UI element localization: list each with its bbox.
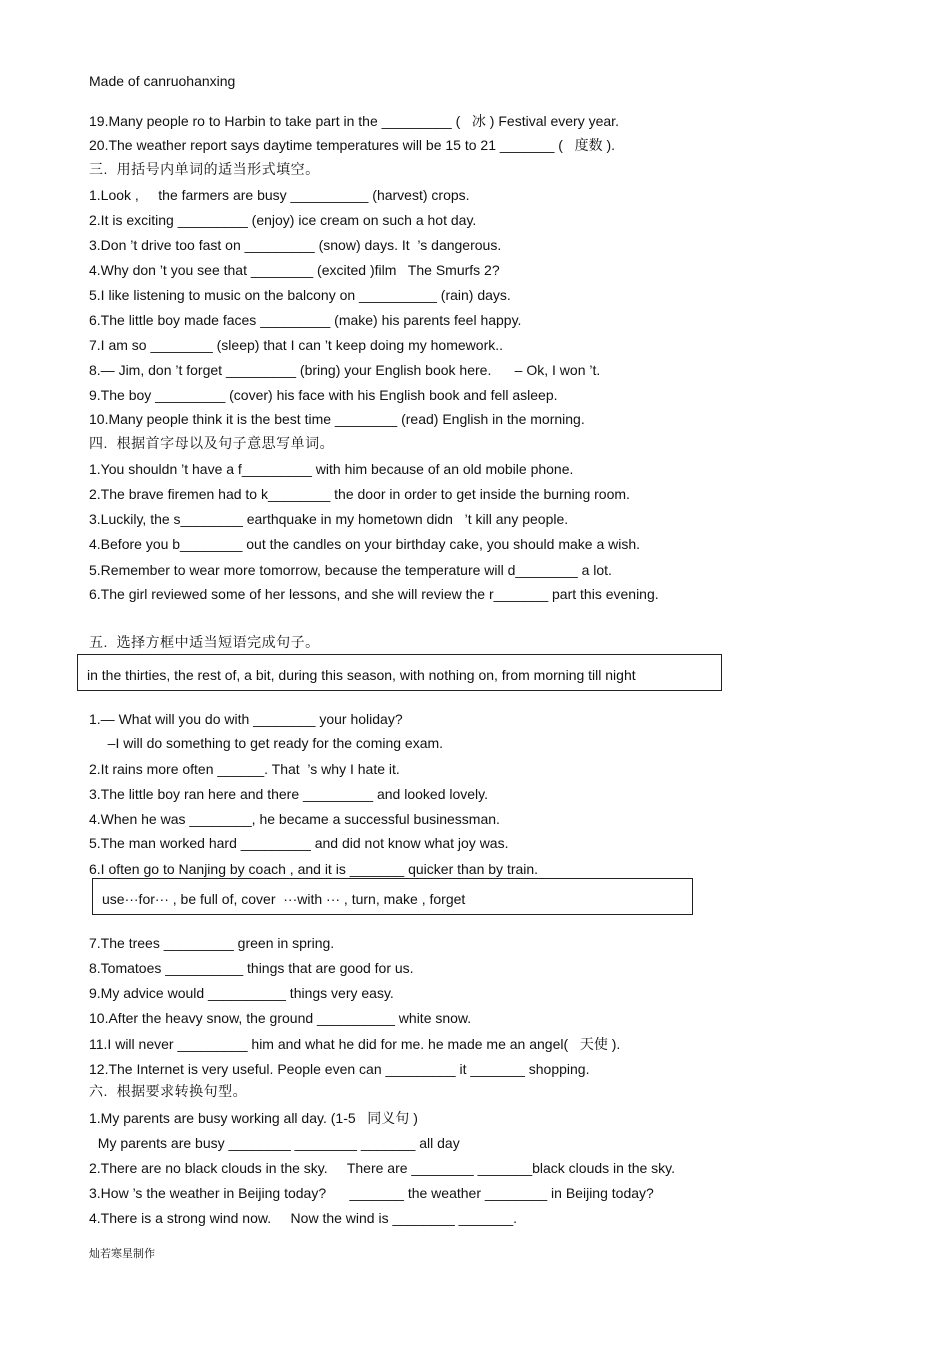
section-3-item: 5.I like listening to music on the balcony on __________ (rain) days. — [89, 287, 511, 303]
section-3-item: 10.Many people think it is the best time ________ (read) English in the morning. — [89, 411, 585, 427]
section-5-item: 7.The trees _________ green in spring. — [89, 935, 335, 951]
section-4-item: 5.Remember to wear more tomorrow, because the temperature will d________ a lot. — [89, 562, 612, 578]
phrase-box-2-text: use···for··· , be full of, cover ···with ··· , turn, make , forget — [102, 891, 466, 907]
page-footer: 灿若寒星制作 — [89, 1248, 155, 1260]
section-5-item: 9.My advice would __________ things very easy. — [89, 985, 394, 1001]
section-6-item: 1.My parents are busy working all day. (1-5 同义句 ) — [89, 1110, 418, 1126]
section-4-item: 3.Luckily, the s________ earthquake in my hometown didn ’t kill any people. — [89, 511, 569, 527]
section-5-item: 2.It rains more often ______. That ’s why I hate it. — [89, 761, 400, 777]
section-5-item: 5.The man worked hard _________ and did not know what joy was. — [89, 835, 509, 851]
section-6-item: 4.There is a strong wind now. Now the wind is ________ _______. — [89, 1210, 518, 1226]
section-5-item: 4.When he was ________, he became a successful businessman. — [89, 811, 500, 827]
section-4-heading: 四. 根据首字母以及句子意思写单词。 — [89, 435, 335, 451]
question-19: 19.Many people ro to Harbin to take part in the _________ ( 冰 ) Festival every year. — [89, 113, 619, 129]
section-3-item: 7.I am so ________ (sleep) that I can ’t keep doing my homework.. — [89, 337, 504, 353]
section-3-heading: 三. 用括号内单词的适当形式填空。 — [89, 161, 320, 177]
section-6-item: 2.There are no black clouds in the sky. There are ________ _______black clouds in the sky. — [89, 1160, 676, 1176]
section-5-item: 3.The little boy ran here and there _________ and looked lovely. — [89, 786, 489, 802]
page-header: Made of canruohanxing — [89, 73, 236, 89]
section-4-item: 6.The girl reviewed some of her lessons, and she will review the r_______ part this evening. — [89, 586, 659, 602]
section-3-item: 9.The boy _________ (cover) his face with his English book and fell asleep. — [89, 387, 558, 403]
section-5-heading: 五. 选择方框中适当短语完成句子。 — [89, 634, 320, 650]
section-5-item: 11.I will never _________ him and what he did for me. he made me an angel( 天使 ). — [89, 1036, 621, 1052]
phrase-box-2 — [92, 878, 693, 915]
section-5-item: 12.The Internet is very useful. People even can _________ it _______ shopping. — [89, 1061, 590, 1077]
section-3-item: 4.Why don ’t you see that ________ (excited )film The Smurfs 2? — [89, 262, 500, 278]
section-3-item: 8.— Jim, don ’t forget _________ (bring) your English book here. – Ok, I won ’t. — [89, 362, 601, 378]
section-5-item: 8.Tomatoes __________ things that are good for us. — [89, 960, 414, 976]
section-3-item: 3.Don ’t drive too fast on _________ (snow) days. It ’s dangerous. — [89, 237, 502, 253]
section-6-item: My parents are busy ________ ________ _______ all day — [90, 1135, 460, 1151]
section-4-item: 4.Before you b________ out the candles on your birthday cake, you should make a wish. — [89, 536, 641, 552]
section-6-item: 3.How ’s the weather in Beijing today? _______ the weather ________ in Beijing today? — [89, 1185, 654, 1201]
question-20: 20.The weather report says daytime temperatures will be 15 to 21 _______ ( 度数 ). — [89, 137, 616, 153]
section-3-item: 1.Look , the farmers are busy __________ (harvest) crops. — [89, 187, 470, 203]
section-5-item: 10.After the heavy snow, the ground __________ white snow. — [89, 1010, 472, 1026]
section-6-heading: 六. 根据要求转换句型。 — [89, 1083, 248, 1099]
section-4-item: 2.The brave firemen had to k________ the door in order to get inside the burning room. — [89, 486, 630, 502]
section-5-item: 1.— What will you do with ________ your holiday? — [89, 711, 403, 727]
section-3-item: 2.It is exciting _________ (enjoy) ice cream on such a hot day. — [89, 212, 477, 228]
phrase-box-1-text: in the thirties, the rest of, a bit, during this season, with nothing on, from morning till night — [87, 667, 636, 683]
section-3-item: 6.The little boy made faces _________ (make) his parents feel happy. — [89, 312, 522, 328]
phrase-box-1 — [77, 654, 722, 691]
section-5-item: 6.I often go to Nanjing by coach , and it is _______ quicker than by train. — [89, 861, 539, 877]
section-5-item: –I will do something to get ready for the coming exam. — [96, 735, 444, 751]
section-4-item: 1.You shouldn ’t have a f_________ with him because of an old mobile phone. — [89, 461, 574, 477]
